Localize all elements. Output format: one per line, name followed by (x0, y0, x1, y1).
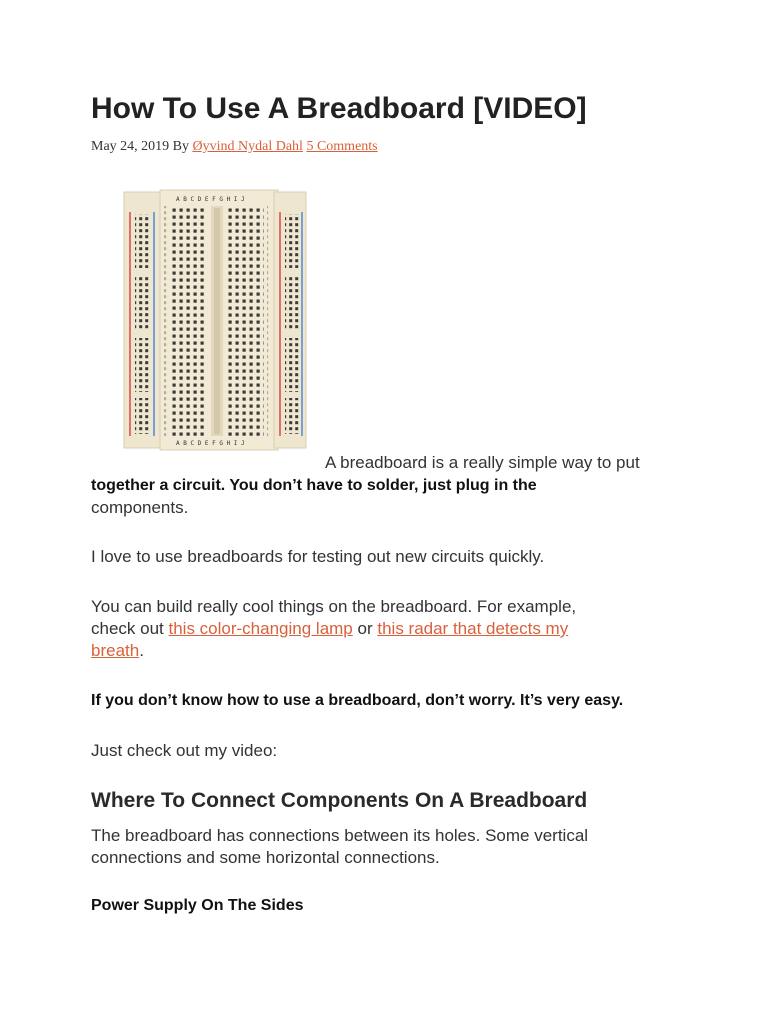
paragraph-build (91, 596, 651, 662)
paragraph-video: Just check out my video: (91, 741, 278, 760)
color-lamp-link[interactable]: this color-changing lamp (168, 619, 353, 638)
breadboard-illustration (108, 186, 318, 454)
post-meta (91, 139, 378, 155)
connections-line-2: connections and some horizontal connections. (91, 848, 440, 867)
paragraph-dont-know: If you don’t know how to use a breadboard, don’t worry. It’s very easy. (91, 692, 624, 709)
build-end: . (139, 641, 144, 660)
radar-link-line2[interactable]: breath (91, 641, 140, 660)
board-top-letters: A B C D E F G H I J (176, 196, 245, 203)
page-title: How To Use A Breadboard [VIDEO] (91, 92, 587, 125)
connections-line-1: The breadboard has connections between its holes. Some vertical (91, 826, 589, 845)
comments-link[interactable]: 5 Comments (306, 139, 378, 154)
paragraph-connections (91, 825, 691, 869)
intro-line-3: components. (91, 498, 189, 517)
build-text-2: check out (91, 619, 164, 638)
paragraph-love: I love to use breadboards for testing out new circuits quickly. (91, 547, 545, 566)
board-bottom-letters: A B C D E F G H I J (176, 440, 245, 447)
breadboard-image (108, 186, 318, 454)
intro-line-2: together a circuit. You don’t have to solder, just plug in the (91, 477, 537, 494)
post-by-label: By (172, 139, 190, 154)
post-date: May 24, 2019 (91, 139, 170, 154)
section-heading-connect: Where To Connect Components On A Breadboard (91, 789, 588, 812)
subheading-power-supply: Power Supply On The Sides (91, 897, 304, 914)
author-link[interactable]: Øyvind Nydal Dahl (192, 139, 303, 154)
radar-link-line1[interactable]: this radar that detects my (377, 619, 569, 638)
build-text-1: You can build really cool things on the breadboard. For example, (91, 597, 577, 616)
build-or: or (357, 619, 373, 638)
intro-line-1: A breadboard is a really simple way to put (325, 453, 640, 472)
